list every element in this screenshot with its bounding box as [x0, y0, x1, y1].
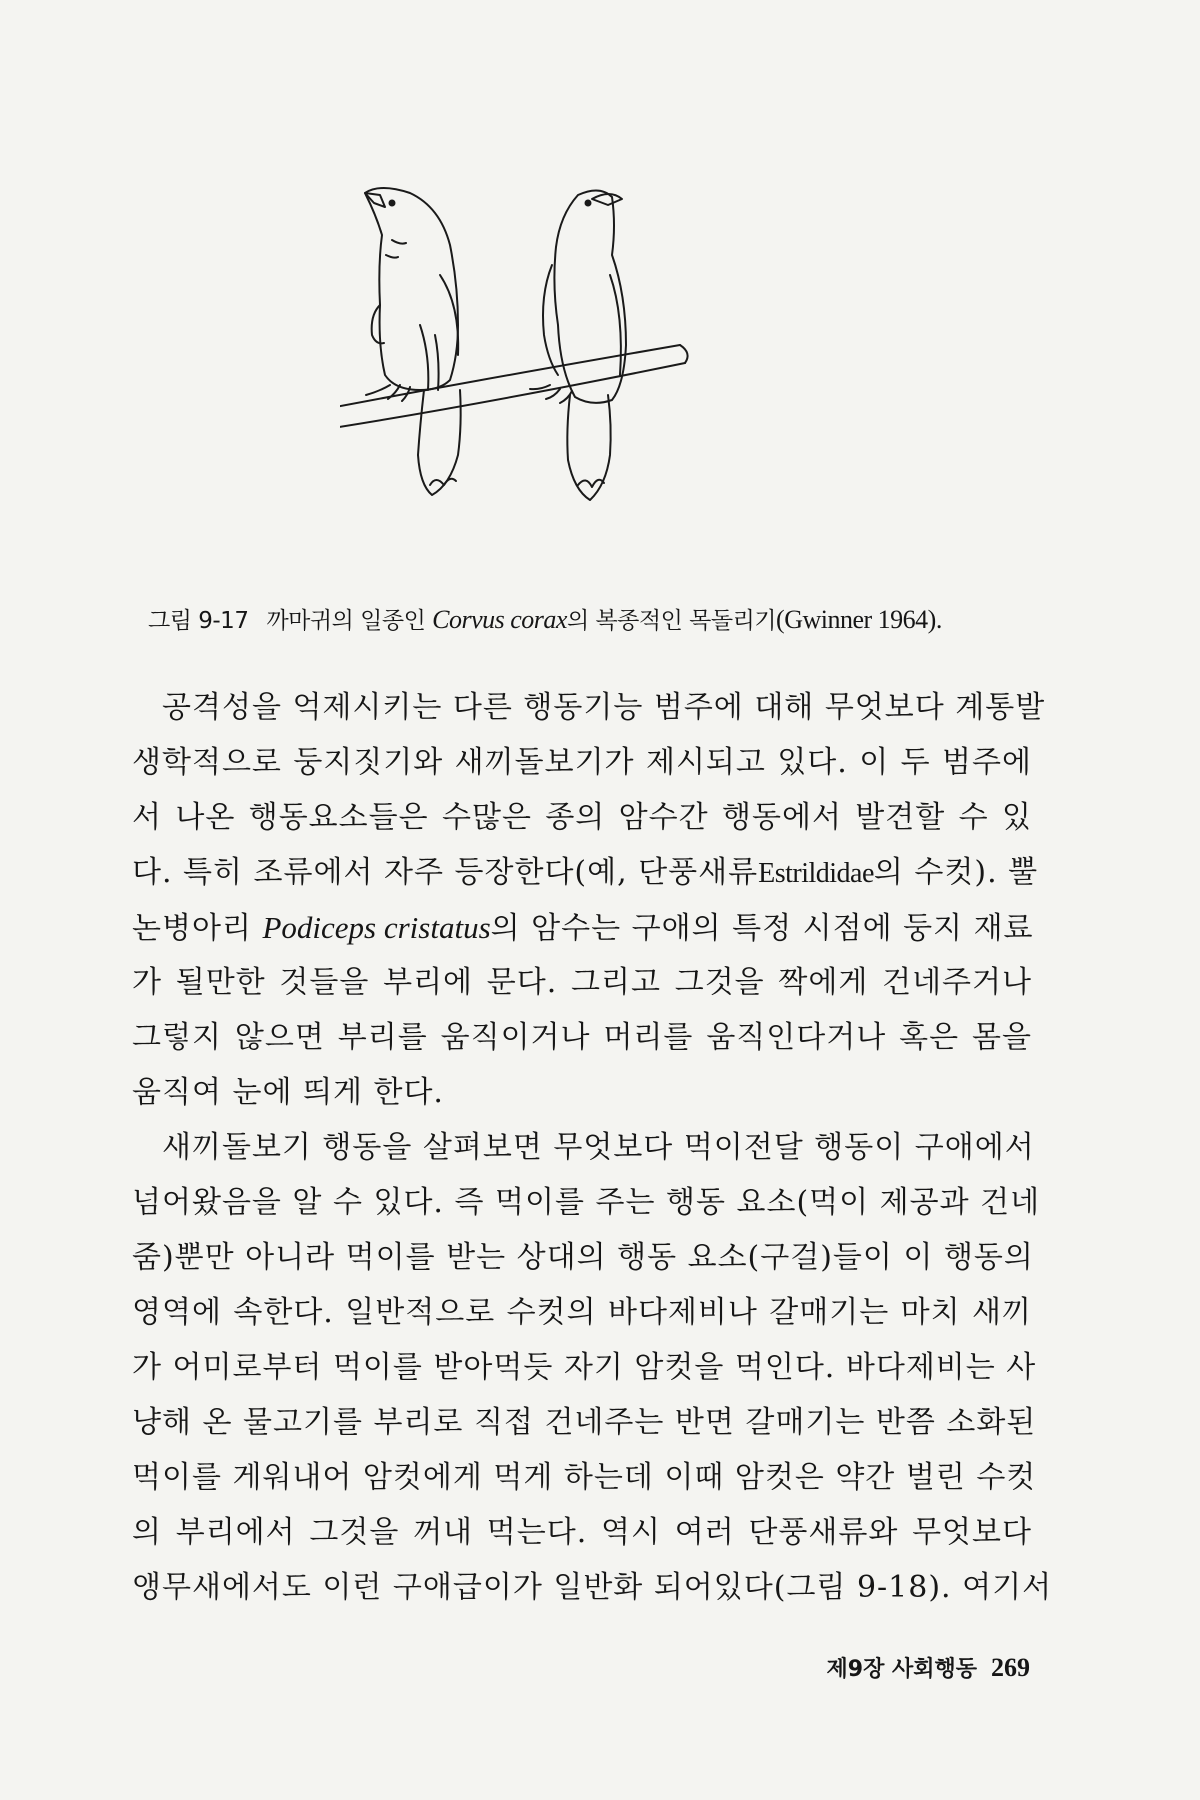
text-span: 의 부리에서 그것을 꺼내 먹는다. 역시 여러 단풍새류와 무엇보다 — [132, 1515, 1032, 1550]
text-span: 의 수컷). 뿔 — [873, 855, 1039, 890]
text-line — [132, 900, 1032, 955]
text-span: 줌)뿐만 아니라 먹이를 받는 상대의 행동 요소(구걸)들이 이 행동의 — [132, 1240, 1034, 1275]
text-span: 의 암수는 구애의 특정 시점에 둥지 재료 — [490, 911, 1034, 946]
text-span: 공격성을 억제시키는 다른 행동기능 범주에 대해 무엇보다 계통발 — [162, 690, 1046, 725]
text-span: 앵무새에서도 이런 구애급이가 일반화 되어있다(그림 9-18). 여기서 — [132, 1570, 1053, 1605]
text-span: 움직여 눈에 띄게 한다. — [132, 1075, 444, 1110]
caption-species: Corvus corax — [432, 605, 567, 634]
text-line — [132, 1065, 1032, 1120]
text-span: 먹이를 게워내어 암컷에게 먹게 하는데 이때 암컷은 약간 벌린 수컷 — [132, 1460, 1037, 1495]
text-span: 그렇지 않으면 부리를 움직이거나 머리를 움직인다거나 혹은 몸을 — [132, 1020, 1032, 1055]
text-line — [132, 735, 1032, 790]
text-span: 가 될만한 것들을 부리에 문다. 그리고 그것을 짝에게 건네주거나 — [132, 965, 1032, 1000]
text-span: 생학적으로 둥지짓기와 새끼돌보기가 제시되고 있다. 이 두 범주에 — [132, 745, 1032, 780]
chapter-title: 제9장 사회행동 — [826, 1657, 977, 1682]
text-span: 넘어왔음을 알 수 있다. 즉 먹이를 주는 행동 요소(먹이 제공과 건네 — [132, 1185, 1041, 1220]
species-name: Podiceps cristatus — [262, 910, 491, 945]
text-line — [132, 1010, 1032, 1065]
text-line — [132, 1395, 1037, 1450]
left-raven-body — [365, 188, 458, 390]
figure-ravens — [340, 185, 790, 575]
text-span: 영역에 속한다. 일반적으로 수컷의 바다제비나 갈매기는 마치 새끼 — [132, 1295, 1032, 1330]
branch-top — [340, 345, 680, 410]
ravens-illustration — [340, 185, 790, 575]
text-line — [132, 1175, 1041, 1230]
caption-text-before: 까마귀의 일종인 — [266, 608, 433, 634]
text-line — [132, 1505, 1032, 1560]
caption-reference: (Gwinner 1964). — [776, 605, 942, 634]
text-span: 논병아리 — [132, 911, 263, 946]
text-line — [132, 790, 1032, 845]
right-raven-beak — [592, 194, 622, 205]
text-span: 새끼돌보기 행동을 살펴보면 무엇보다 먹이전달 행동이 구애에서 — [162, 1130, 1035, 1165]
text-line — [132, 680, 1046, 735]
text-line — [132, 1340, 1037, 1395]
text-line — [132, 1450, 1037, 1505]
figure-caption — [148, 602, 1048, 635]
body-text — [132, 680, 1053, 1615]
text-line — [132, 955, 1032, 1010]
text-span: 다. 특히 조류에서 자주 등장한다(예, 단풍새류 — [132, 855, 759, 890]
text-line — [132, 1285, 1032, 1340]
text-line — [132, 1560, 1053, 1615]
page-number: 269 — [991, 1653, 1030, 1682]
caption-text-after: 의 복종적인 목돌리기 — [566, 608, 777, 634]
text-span: 서 나온 행동요소들은 수많은 종의 암수간 행동에서 발견할 수 있 — [132, 800, 1032, 835]
text-span: 가 어미로부터 먹이를 받아먹듯 자기 암컷을 먹인다. 바다제비는 사 — [132, 1350, 1037, 1385]
text-line — [132, 1120, 1035, 1175]
latin-family-name: Estrildidae — [758, 858, 874, 889]
text-line — [132, 1230, 1032, 1285]
text-span: 냥해 온 물고기를 부리로 직접 건네주는 반면 갈매기는 반쯤 소화된 — [132, 1405, 1037, 1440]
text-line — [132, 845, 1039, 900]
page-footer — [760, 1652, 1030, 1683]
figure-label: 그림 9-17 — [148, 608, 249, 634]
